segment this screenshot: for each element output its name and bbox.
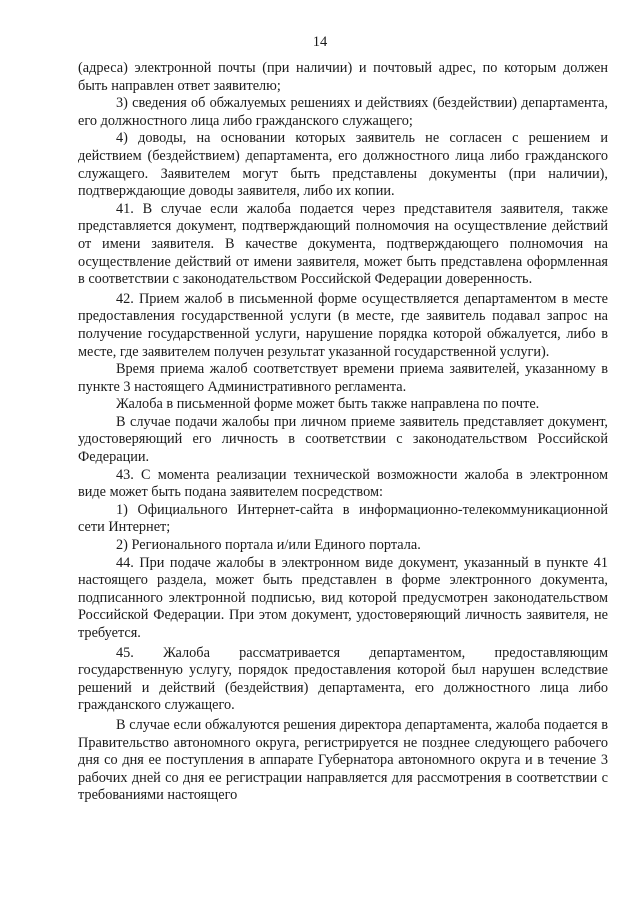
paragraph-section-41: 41. В случае если жалоба подается через представителя заявителя, также представляется документ, подтверждающий полномочия на осуществление действий от имени заявителя. В качестве документа, подтверждающего полномочия на осуществление действий от имени заявителя, может быть представлена оформленная в соответствии с законодательством Российской Федерации доверенность. bbox=[78, 200, 608, 288]
paragraph-section-42: 42. Прием жалоб в письменной форме осуществляется департаментом в месте предоставления государственной услуги (в месте, где заявитель подавал запрос на получение государственной услуги, нарушение порядка которой обжалуется, либо в месте, где заявителем получен результат указанной государственной услуги). bbox=[78, 290, 608, 360]
paragraph-reception-time: Время приема жалоб соответствует времени приема заявителей, указанному в пункте 3 настоящего Административного регламента. bbox=[78, 361, 608, 395]
paragraph-postal-complaint: Жалоба в письменной форме может быть также направлена по почте. bbox=[116, 396, 540, 413]
paragraph-section-43: 43. С момента реализации технической возможности жалоба в электронном виде может быть подана заявителем посредством: bbox=[78, 466, 608, 501]
paragraph-section-45: 45. Жалоба рассматривается департаментом, предоставляющим государственную услугу, порядок предоставления которой был нарушен вследствие решений и действий (бездействия) департамента, его должностного лица либо гражданского служащего. bbox=[78, 644, 608, 714]
paragraph-item-4-arguments: 4) доводы, на основании которых заявитель не согласен с решением и действием (бездействием) департамента, его должностного лица либо гражданского служащего. Заявителем могут быть представлены документы (при наличии), подтверждающие доводы заявителя, либо их копии. bbox=[78, 130, 608, 200]
paragraph-continuation-address: (адреса) электронной почты (при наличии) и почтовый адрес, по которым должен быть направлен ответ заявителю; bbox=[78, 60, 608, 94]
paragraph-item-3-decisions: 3) сведения об обжалуемых решениях и действиях (бездействии) департамента, его должностного лица либо гражданского служащего; bbox=[78, 95, 608, 129]
document-body bbox=[78, 60, 608, 805]
paragraph-item-2-portal: 2) Регионального портала и/или Единого портала. bbox=[116, 537, 421, 554]
page-number: 14 bbox=[312, 34, 328, 50]
paragraph-section-44: 44. При подаче жалобы в электронном виде документ, указанный в пункте 41 настоящего раздела, может быть представлен в форме электронного документа, подписанного электронной подписью, вид которой предусмотрен законодательством Российской Федерации. При этом документ, удостоверяющий личность заявителя, не требуется. bbox=[78, 554, 608, 641]
paragraph-item-1-website: 1) Официального Интернет-сайта в информационно-телекоммуникационной сети Интернет; bbox=[78, 501, 608, 536]
paragraph-director-decisions: В случае если обжалуются решения директора департамента, жалоба подается в Правительство автономного округа, регистрируется не позднее следующего рабочего дня со дня ее поступления в аппарате Губернатора автономного округа и в течение 3 рабочих дней со дня ее регистрации направляется для рассмотрения в соответствии с требованиями настоящего bbox=[78, 716, 608, 804]
paragraph-personal-reception: В случае подачи жалобы при личном приеме заявитель представляет документ, удостоверяющий его личность в соответствии с законодательством Российской Федерации. bbox=[78, 413, 608, 466]
